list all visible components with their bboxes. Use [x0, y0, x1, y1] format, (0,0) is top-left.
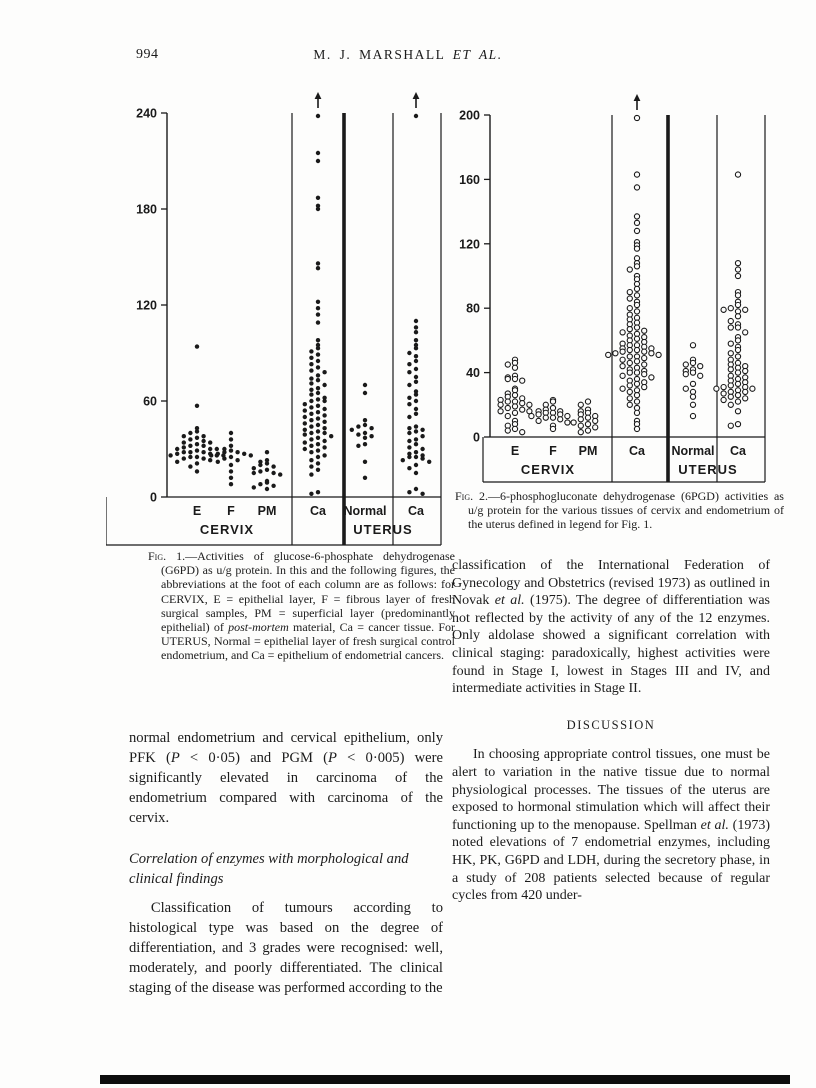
column-label: Normal [671, 444, 715, 458]
page-number: 994 [136, 47, 159, 62]
data-points-ca [714, 172, 755, 428]
figure-1-scatter-chart [106, 88, 446, 558]
group-label: UTERUS [353, 522, 413, 537]
figure-2-caption: Fig. 2.—6-phosphogluconate dehydrogenase (6PGD) activities as u/g protein for the various tissues of cervix and endometrium of the uterus defined in legend for Fig. 1. [455, 489, 784, 532]
data-points-pm [252, 450, 283, 491]
subsection-heading: Correlation of enzymes with morphological and clinical findings [129, 851, 409, 887]
y-tick-label: 200 [459, 108, 480, 123]
column-label: Ca [408, 504, 424, 518]
y-tick-label: 180 [136, 202, 157, 217]
group-label: CERVIX [199, 522, 255, 537]
y-tick-label: 120 [136, 298, 157, 313]
right-text-column [452, 557, 770, 905]
data-points-ca [303, 114, 334, 496]
column-label: PM [578, 444, 598, 458]
data-points-ca [401, 114, 432, 496]
discussion-heading: DISCUSSION [566, 717, 656, 732]
y-tick-label: 240 [136, 106, 157, 121]
y-tick-label: 80 [466, 301, 480, 316]
group-label: CERVIX [520, 462, 576, 477]
y-tick-label: 40 [466, 366, 480, 381]
column-label: E [510, 444, 520, 458]
group-label: UTERUS [678, 462, 738, 477]
column-label: F [227, 504, 235, 518]
y-tick-label: 160 [459, 172, 480, 187]
column-label: Ca [310, 504, 326, 518]
data-points-ca [606, 115, 662, 431]
body-paragraph: normal endometrium and cervical epithelium, only PFK (P < 0·05) and PGM (P < 0·005) were significantly elevated in carcinoma of the endometrium compared with carcinoma of the cervix. [129, 730, 443, 826]
offscale-arrow [634, 94, 641, 110]
column-label: Normal [343, 504, 387, 518]
column-label: F [549, 444, 557, 458]
data-points-pm [571, 399, 598, 435]
column-label: E [192, 504, 202, 518]
y-tick-label: 120 [459, 237, 480, 252]
column-label: Ca [629, 444, 645, 458]
body-paragraph: Classification of tumours according to histological type was based on the degree of differentiation, and 3 grades were recognised: well, moderately, and poorly differentiated. The clinical staging of the disease was performed according to the [129, 900, 443, 996]
data-points-normal [683, 343, 703, 419]
column-label: Ca [730, 444, 746, 458]
column-label: PM [257, 504, 277, 518]
data-points-e [498, 357, 532, 435]
figure-1-caption: Fig. 1.—Activities of glucose-6-phosphate dehydrogenase (G6PD) as u/g protein. In this and the following figures, the abbreviations at the foot of each column are as follows: for CERVIX, E = epithelial layer, F = fibrous layer of fresh surgical samples, PM = superficial layer (predominantly epithelial) of post-mortem material, Ca = cancer tissue. For UTERUS, Normal = epithelial layer of fresh surgical control endometrium, and Ca = epithelium of endometrial cancers. [148, 549, 456, 663]
data-points-normal [350, 383, 374, 480]
body-paragraph: classification of the International Federation of Gynecology and Obstetrics (revised 1973) as outlined in Novak et al. (1975). The degree of differentiation was not reflected by the activity of any of the 12 enzymes. Only aldolase showed a significant correlation with clinical staging: paradoxically, highest activities were found in Stage I, lowest in Stages III and IV, and intermediate activities in Stage II. [452, 558, 770, 697]
data-points-f [529, 397, 570, 431]
y-tick-label: 0 [473, 430, 480, 445]
running-head: M. J. MARSHALL ET AL. [313, 47, 503, 62]
left-text-column [129, 728, 443, 998]
scan-edge-artifact [100, 1075, 790, 1084]
offscale-arrow [413, 92, 420, 108]
y-tick-label: 0 [150, 490, 157, 505]
y-tick-label: 60 [143, 394, 157, 409]
data-points-f [209, 431, 253, 487]
offscale-arrow [315, 92, 322, 108]
figure-2-scatter-chart [442, 88, 772, 488]
body-paragraph: In choosing appropriate control tissues, one must be alert to variation in the native tissue due to normal physiological processes. The tissues of the uterus are exposed to hormonal stimulation which will affect their functioning up to the menopause. Spellman et al. (1973) noted elevations of 7 endometrial enzymes, including HK, PK, G6PD and LDH, during the secretory phase, in a study of 208 patients selected because of regular cycles from 420 under- [452, 747, 770, 904]
